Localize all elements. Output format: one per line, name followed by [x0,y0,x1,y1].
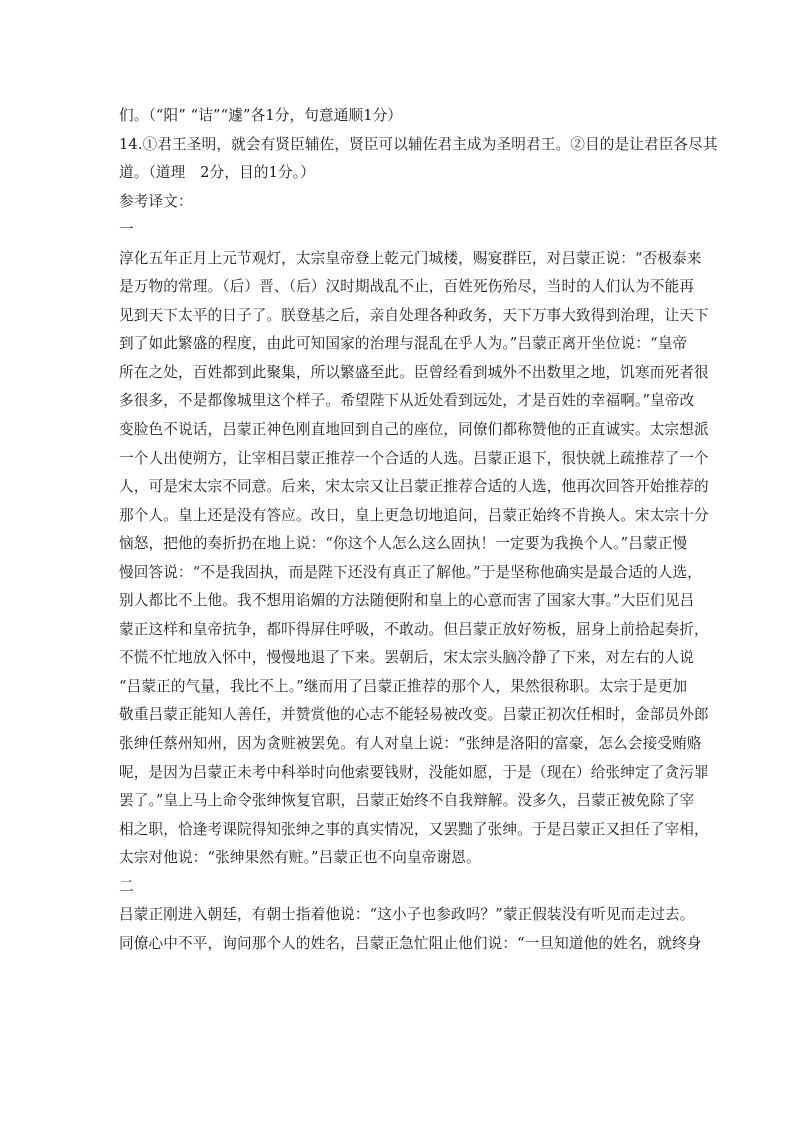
text-line: 见到天下太平的日子了。朕登基之后，亲自处理各种政务，天下万事大致得到治理，让天下 [119,306,709,324]
text-line: “吕蒙正的气量，我比不上。”继而用了吕蒙正推荐的那个人，果然很称职。太宗于是更加 [119,677,688,695]
section-number: 一 [119,221,134,239]
text-line: 道。（道理 2分，目的1分。） [119,164,315,182]
section-number: 二 [119,877,134,895]
text-line: 相之职，恰逢考课院得知张绅之事的真实情况，又罢黜了张绅。于是吕蒙正又担任了宰相， [119,820,709,838]
text-line: 们。（“阳” “诘”“遽”各1分，句意通顺1分） [119,107,403,124]
text-line: 人，可是宋太宗不同意。后来，宋太宗又让吕蒙正推荐合适的人选，他再次回答开始推荐的 [119,478,709,496]
text-line: 14.①君王圣明，就会有贤臣辅佐，贤臣可以辅佐君主成为圣明君王。②目的是让君臣各尽其 [119,135,718,153]
text-line: 敬重吕蒙正能知人善任，并赞赏他的心志不能轻易被改变。吕蒙正初次任相时，金部员外郎 [119,706,709,724]
text-line: 所在之处，百姓都到此聚集，所以繁盛至此。臣曾经看到城外不出数里之地，饥寒而死者很 [119,363,709,381]
text-line: 别人都比不上他。我不想用谄媚的方法随便附和皇上的心意而害了国家大事。”大臣们见吕 [119,592,695,610]
text-line: 变脸色不说话，吕蒙正神色刚直地回到自己的座位，同僚们都称赞他的正直诚实。太宗想派 [119,421,709,439]
text-line: 罢了。”皇上马上命令张绅恢复官职，吕蒙正始终不自我辩解。没多久，吕蒙正被免除了宰 [119,792,695,810]
document-body [119,102,718,958]
text-line: 恼怒，把他的奏折扔在地上说：“你这个人怎么这么固执！一定要为我换个人。”吕蒙正慢 [119,535,688,553]
section-heading: 参考译文： [119,192,193,210]
text-line: 慢回答说：“不是我固执，而是陛下还没有真正了解他。”于是坚称他确实是最合适的人选， [119,563,702,581]
text-line: 那个人。皇上还是没有答应。改日，皇上更急切地追问，吕蒙正始终不肯换人。宋太宗十分 [119,506,709,524]
text-line: 多很多，不是都像城里这个样子。希望陛下从近处看到远处，才是百姓的幸福啊。”皇帝改 [119,392,695,410]
text-line: 蒙正这样和皇帝抗争，都吓得屏住呼吸，不敢动。但吕蒙正放好笏板，屈身上前拾起奏折， [119,620,709,638]
text-line: 呢，是因为吕蒙正未考中科举时向他索要钱财，没能如愿，于是（现在）给张绅定了贪污罪 [119,763,709,781]
text-line: 到了如此繁盛的程度，由此可知国家的治理与混乱在乎人为。”吕蒙正离开坐位说：“皇帝 [119,335,688,353]
text-line: 不慌不忙地放入怀中，慢慢地退了下来。罢朝后，宋太宗头脑冷静了下来，对左右的人说 [119,649,695,667]
text-line: 太宗对他说：“张绅果然有赃。”吕蒙正也不向皇帝谢恩。 [119,849,481,867]
text-line: 同僚心中不平，询问那个人的姓名，吕蒙正急忙阻止他们说：“一旦知道他的姓名，就终身 [119,934,702,952]
text-line: 是万物的常理。（后）晋、（后）汉时期战乱不止，百姓死伤殆尽，当时的人们认为不能再 [119,278,695,296]
text-line: 淳化五年正月上元节观灯，太宗皇帝登上乾元门城楼，赐宴群臣，对吕蒙正说：“否极泰来 [119,249,702,267]
text-line: 张绅任蔡州知州，因为贪赃被罢免。有人对皇上说：“张绅是洛阳的富豪，怎么会接受贿赂 [119,735,702,753]
text-line: 一个人出使朔方，让宰相吕蒙正推荐一个合适的人选。吕蒙正退下，很快就上疏推荐了一个 [119,449,709,467]
text-line: 吕蒙正刚进入朝廷，有朝士指着他说：“这小子也参政吗？”蒙正假装没有听见而走过去。 [119,906,695,924]
